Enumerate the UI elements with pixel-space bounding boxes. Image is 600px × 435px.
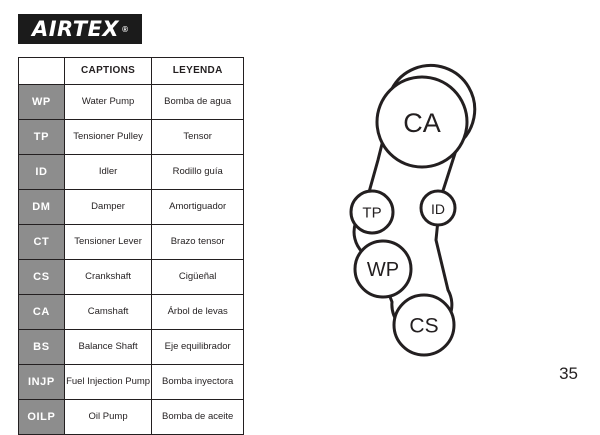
row-code: CS bbox=[19, 260, 65, 295]
row-caption-en: Camshaft bbox=[64, 295, 152, 330]
table-row bbox=[19, 260, 244, 295]
row-caption-es: Cigüeñal bbox=[152, 260, 244, 295]
header-cell-code bbox=[19, 58, 65, 85]
row-caption-en: Fuel Injection Pump bbox=[64, 365, 152, 400]
row-caption-en: Tensioner Pulley bbox=[64, 120, 152, 155]
row-caption-es: Eje equilibrador bbox=[152, 330, 244, 365]
timing-belt-diagram bbox=[300, 40, 560, 370]
row-code: CT bbox=[19, 225, 65, 260]
table-row bbox=[19, 190, 244, 225]
pulley-label-id: ID bbox=[431, 201, 445, 217]
table-row bbox=[19, 120, 244, 155]
row-caption-es: Tensor bbox=[152, 120, 244, 155]
registered-trademark-icon: ® bbox=[122, 24, 129, 34]
pulley-label-cs: CS bbox=[409, 314, 439, 338]
pulley-label-ca: CA bbox=[403, 108, 441, 138]
table-header-row bbox=[19, 58, 244, 85]
legend-table bbox=[18, 57, 244, 435]
table-row bbox=[19, 225, 244, 260]
row-caption-en: Oil Pump bbox=[64, 400, 152, 435]
row-caption-en: Balance Shaft bbox=[64, 330, 152, 365]
row-caption-en: Tensioner Lever bbox=[64, 225, 152, 260]
row-caption-en: Idler bbox=[64, 155, 152, 190]
row-caption-es: Amortiguador bbox=[152, 190, 244, 225]
row-caption-es: Bomba de agua bbox=[152, 85, 244, 120]
row-code: CA bbox=[19, 295, 65, 330]
row-caption-es: Rodillo guía bbox=[152, 155, 244, 190]
logo-wordmark: AIRTEX bbox=[31, 16, 120, 41]
row-code: ID bbox=[19, 155, 65, 190]
row-code: BS bbox=[19, 330, 65, 365]
row-caption-en: Crankshaft bbox=[64, 260, 152, 295]
table-row bbox=[19, 85, 244, 120]
row-caption-en: Water Pump bbox=[64, 85, 152, 120]
row-caption-es: Bomba de aceite bbox=[152, 400, 244, 435]
header-cell-leyenda: LEYENDA bbox=[152, 58, 244, 85]
row-caption-es: Bomba inyectora bbox=[152, 365, 244, 400]
row-code: INJP bbox=[19, 365, 65, 400]
table-row bbox=[19, 295, 244, 330]
header-cell-captions: CAPTIONS bbox=[64, 58, 152, 85]
table-row bbox=[19, 155, 244, 190]
row-caption-en: Damper bbox=[64, 190, 152, 225]
table-row bbox=[19, 400, 244, 435]
page-number: 35 bbox=[559, 364, 578, 383]
row-caption-es: Brazo tensor bbox=[152, 225, 244, 260]
pulley-label-wp: WP bbox=[366, 259, 400, 281]
row-caption-es: Árbol de levas bbox=[152, 295, 244, 330]
pulley-label-tp: TP bbox=[362, 204, 382, 222]
table-row bbox=[19, 365, 244, 400]
airtex-logo bbox=[18, 14, 142, 44]
table-row bbox=[19, 330, 244, 365]
row-code: WP bbox=[19, 85, 65, 120]
row-code: TP bbox=[19, 120, 65, 155]
row-code: OILP bbox=[19, 400, 65, 435]
row-code: DM bbox=[19, 190, 65, 225]
